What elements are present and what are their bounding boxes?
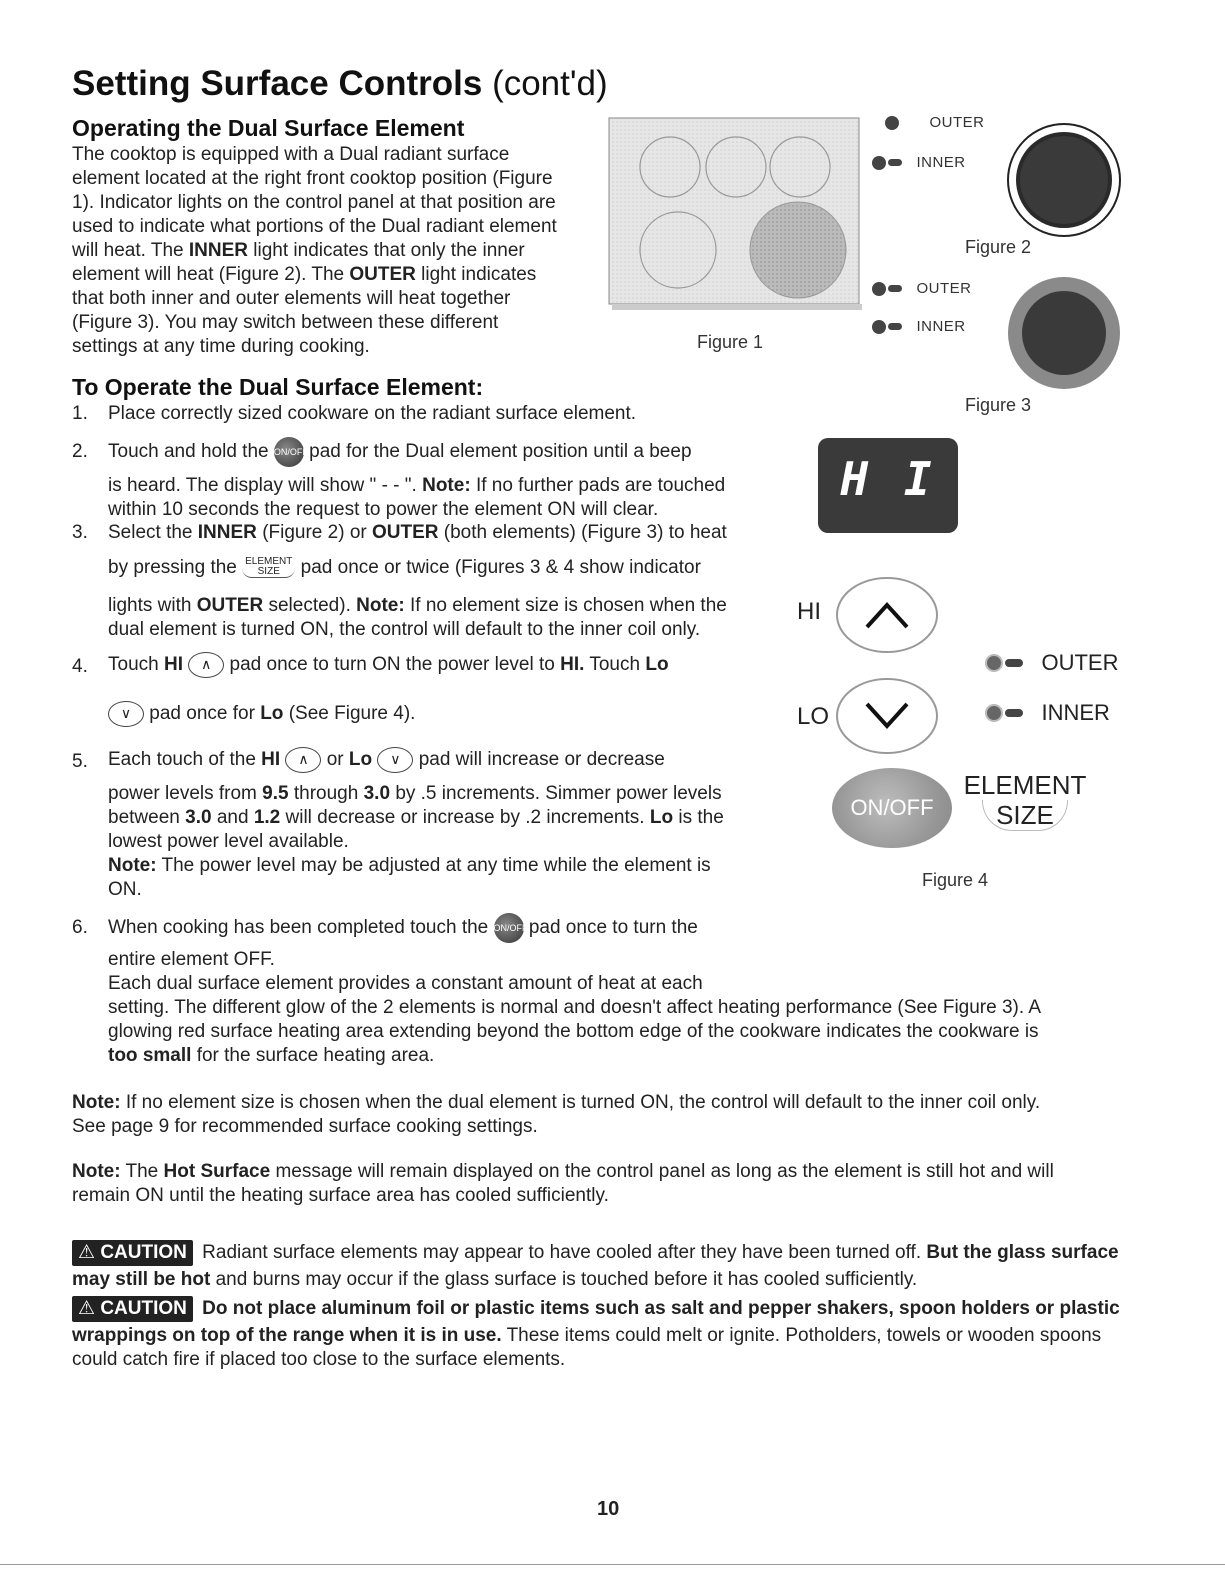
note2: Note: The Hot Surface message will remain displayed on the control panel as long as the element is still hot and will remain ON until the heating surface area has cooled sufficiently. bbox=[72, 1161, 1054, 1206]
step6-line5: glowing red surface heating area extending beyond the bottom edge of the cookware indicates the cookware is bbox=[108, 1021, 1039, 1042]
dual-element-highlight bbox=[750, 202, 846, 298]
caution-badge: ⚠ CAUTION bbox=[72, 1296, 193, 1322]
step5-line6: ON. bbox=[108, 879, 142, 900]
figure1-caption: Figure 1 bbox=[697, 332, 764, 352]
hi-label: HI bbox=[797, 598, 821, 625]
figure2-element-icon bbox=[1000, 120, 1130, 240]
figure4-outer-indicator: OUTER bbox=[985, 650, 1118, 676]
step3-line1: Select the INNER (Figure 2) or OUTER (both elements) (Figure 3) to heat bbox=[108, 522, 727, 543]
up-arrow-pad-icon: ∧ bbox=[188, 652, 224, 678]
up-arrow-pad-icon: ∧ bbox=[285, 747, 321, 773]
step4-line1: Touch HI ∧ pad once to turn ON the power level to HI. Touch Lo bbox=[108, 652, 669, 678]
on-off-button[interactable]: ON/OFF bbox=[832, 768, 952, 848]
on-off-pad-icon: ON/OFF bbox=[274, 437, 304, 467]
figure2-outer-indicator: OUTER bbox=[885, 114, 984, 132]
step6-line2: entire element OFF. bbox=[108, 949, 275, 970]
bottom-divider bbox=[0, 1564, 1225, 1565]
step1-number: 1. bbox=[72, 403, 88, 424]
down-arrow-pad-icon: ∨ bbox=[377, 747, 413, 773]
up-arrow-icon bbox=[867, 605, 907, 627]
step3-number: 3. bbox=[72, 522, 88, 543]
caution2: ⚠ CAUTION Do not place aluminum foil or plastic items such as salt and pepper shakers, spoon holders or plastic wrappings on top of the range when it is in use. These items could melt or ignite. Potholders, towels or wooden spoons could catch fire if placed too close to the surface elements. bbox=[72, 1298, 1120, 1370]
figure2-caption: Figure 2 bbox=[965, 237, 1032, 257]
figure4-caption: Figure 4 bbox=[922, 870, 989, 890]
lo-label: LO bbox=[797, 703, 830, 730]
warning-icon: ⚠ bbox=[78, 1242, 96, 1263]
step2-line1: Touch and hold the ON/OFF pad for the Dual element position until a beep bbox=[108, 437, 692, 467]
warning-icon: ⚠ bbox=[78, 1298, 96, 1319]
step6-line6: too small for the surface heating area. bbox=[108, 1045, 435, 1066]
step6-line3: Each dual surface element provides a constant amount of heat at each bbox=[108, 973, 703, 994]
step4-number: 4. bbox=[72, 656, 88, 677]
page-title: Setting Surface Controls (cont'd) bbox=[72, 64, 608, 103]
step5-note: Note: The power level may be adjusted at any time while the element is bbox=[108, 855, 711, 876]
figure3-outer-indicator: OUTER bbox=[872, 280, 971, 298]
caution1: ⚠ CAUTION Radiant surface elements may appear to have cooled after they have been turned off. But the glass surface may still be hot and burns may occur if the glass surface is touched before it has cooled sufficiently. bbox=[72, 1242, 1119, 1290]
figure4-inner-indicator: INNER bbox=[985, 700, 1110, 726]
indicator-light-icon bbox=[885, 116, 899, 130]
note1: Note: If no element size is chosen when the dual element is turned ON, the control will default to the inner coil only. See page 9 for recommended surface cooking settings. bbox=[72, 1092, 1041, 1137]
step3-line3: lights with OUTER selected). Note: If no element size is chosen when the bbox=[108, 595, 727, 616]
step2-line2: is heard. The display will show " - - ". Note: If no further pads are touched bbox=[108, 475, 726, 496]
step2-number: 2. bbox=[72, 441, 88, 462]
step3-line2: by pressing the ELEMENT SIZE pad once or twice (Figures 3 & 4 show indicator bbox=[108, 556, 701, 578]
lo-down-arrow-button[interactable] bbox=[832, 676, 942, 756]
cooktop-diagram bbox=[608, 117, 864, 315]
page-number: 10 bbox=[597, 1498, 620, 1520]
down-arrow-pad-icon: ∨ bbox=[108, 701, 144, 727]
on-off-pad-icon: ON/OFF bbox=[494, 913, 524, 943]
caution-badge: ⚠ CAUTION bbox=[72, 1240, 193, 1266]
section1-paragraph: The cooktop is equipped with a Dual radiant surface element located at the right front cooktop position (Figure 1). Indicator lights on the control panel at that position are used to indicate what portions of the Dual radiant element will heat. The INNER light indicates that only the inner element will heat (Figure 2). The OUTER light indicates that both inner and outer elements will heat together (Figure 3). You may switch between these different settings at any time during cooking. bbox=[72, 144, 557, 357]
step3-line4: dual element is turned ON, the control will default to the inner coil only. bbox=[108, 619, 701, 640]
step6-number: 6. bbox=[72, 917, 88, 938]
down-arrow-icon bbox=[867, 704, 907, 726]
figure3-caption: Figure 3 bbox=[965, 395, 1032, 415]
step2-line3: within 10 seconds the request to power the element ON will clear. bbox=[108, 499, 659, 520]
element-size-button[interactable]: ELEMENT SIZE bbox=[963, 770, 1087, 830]
step5-line2: power levels from 9.5 through 3.0 by .5 increments. Simmer power levels bbox=[108, 783, 722, 804]
figure3-inner-indicator: INNER bbox=[872, 318, 966, 336]
indicator-light-icon bbox=[872, 156, 886, 170]
step1-text: Place correctly sized cookware on the radiant surface element. bbox=[108, 403, 637, 424]
step5-number: 5. bbox=[72, 751, 88, 772]
section-heading-operating: Operating the Dual Surface Element bbox=[72, 115, 465, 141]
figure2-inner-indicator: INNER bbox=[872, 154, 966, 172]
step6-line1: When cooking has been completed touch the ON/OFF pad once to turn the bbox=[108, 913, 698, 943]
element-size-pad-icon: ELEMENT SIZE bbox=[242, 557, 295, 578]
figure1-cooktop bbox=[608, 117, 864, 315]
step5-line3: between 3.0 and 1.2 will decrease or increase by .2 increments. Lo is the bbox=[108, 807, 724, 828]
step4-line2: ∨ pad once for Lo (See Figure 4). bbox=[108, 701, 415, 727]
step5-line1: Each touch of the HI ∧ or Lo ∨ pad will increase or decrease bbox=[108, 747, 665, 773]
figure4-display: H I bbox=[818, 438, 958, 533]
step5-line4: lowest power level available. bbox=[108, 831, 349, 852]
figure3-element-icon bbox=[1000, 275, 1130, 395]
section-heading-to-operate: To Operate the Dual Surface Element: bbox=[72, 374, 484, 400]
hi-up-arrow-button[interactable] bbox=[832, 575, 942, 655]
step6-line4: setting. The different glow of the 2 elements is normal and doesn't affect heating performance (See Figure 3). A bbox=[108, 997, 1042, 1018]
